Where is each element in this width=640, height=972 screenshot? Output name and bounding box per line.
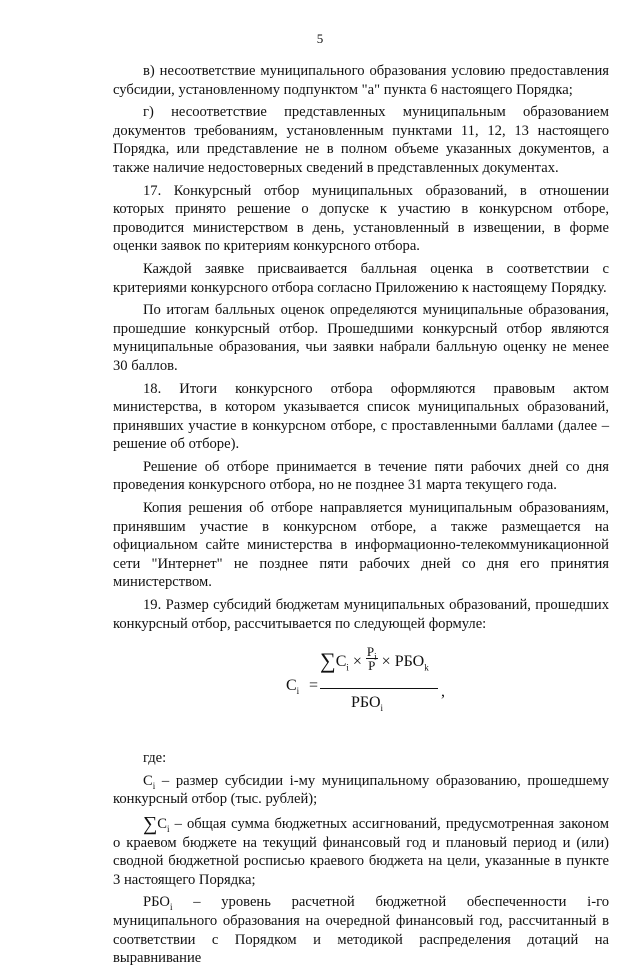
paragraph-g: г) несоответствие представленных муниципальным образованием документов требованиям, установленным пунктами 11, 12, 13 настоящего Порядка, или представление не в полном объеме указанных документов, а также наличие недостоверных сведений в представленных документах. — [113, 104, 609, 176]
paragraph-scoring: Каждой заявке присваивается балльная оценка в соответствии с критериями конкурсного отбора согласно Приложению к настоящему Порядку. — [113, 260, 609, 296]
paragraph-copy: Копия решения об отборе направляется муниципальным образованиям, принявшим участие в конкурсном отборе, а также размещается на официальном сайте министерства в информационно-телекоммуникационной сети "Интернет" не позднее пяти рабочих дней со дня его принятия министерством. — [113, 500, 609, 591]
paragraph-decision: Решение об отборе принимается в течение пяти рабочих дней со дня проведения конкурсного отбора, но не позднее 31 марта текущего года. — [113, 458, 609, 494]
paragraph-19: 19. Размер субсидий бюджетам муниципальных образований, прошедших конкурсный отбор, рассчитывается по следующей формуле: — [113, 597, 609, 632]
page-number: 5 — [316, 31, 324, 46]
formula-equals: = — [309, 677, 319, 695]
formula-inner-fraction: $\frac{P_i}{P}$ — [366, 644, 377, 674]
paragraph-18: 18. Итоги конкурсного отбора оформляются правовым актом министерства, в котором указывается список муниципальных образований, принявших участие в конкурсном отборе, с проставленными баллами (далее – решение об отборе). — [113, 380, 609, 453]
formula-lhs: $C_i$ — [286, 677, 300, 697]
paragraph-results: По итогам балльных оценок определяются муниципальные образования, прошедшие конкурсный отбор. Прошедшими конкурсный отбор являются муниципальные образования, чьи заявки набрали балльную оценку не менее 30 баллов. — [113, 302, 609, 374]
formula-fraction-bar — [320, 688, 438, 689]
subsidy-formula — [113, 637, 609, 737]
paragraph-17: 17. Конкурсный отбор муниципальных образований, в отношении которых принято решение о допуске к участию в конкурсном отборе, проводится министерством в день, установленный в извещении, в форме оценки заявок по критериям конкурсного отбора. — [113, 182, 609, 255]
formula-comma: , — [441, 683, 445, 701]
definition-sum-ci: $\sum C_i$ – общая сумма бюджетных ассигнований, предусмотренная законом о краевом бюджете на текущий финансовый год и плановый период и (или) сводной бюджетной росписью краевого бюджета на цели, указанные в пункте 3 настоящего Порядка; — [113, 813, 609, 888]
definition-rbo: $РБО_i$ – уровень расчетной бюджетной обеспеченности i-го муниципального образования на очередной финансовый год, рассчитанный в соответствии с Порядком и методикой распределения дотаций на выравнивание — [113, 894, 609, 967]
formula-denominator: $РБО_i$ — [351, 694, 384, 714]
paragraph-v: в) несоответствие муниципального образования условию предоставления субсидии, установленному подпунктом "а" пункта 6 настоящего Порядка; — [113, 63, 609, 98]
where-label: где: — [143, 750, 167, 767]
definition-ci: $C_i$ – размер субсидии i-му муниципальному образованию, прошедшему конкурсный отбор (тыс. рублей); — [113, 772, 609, 808]
document-body — [113, 62, 609, 972]
formula-numerator: $\sum C_i$ × $\frac{P_i}{P}$ × $РБО_k$ — [320, 644, 429, 674]
